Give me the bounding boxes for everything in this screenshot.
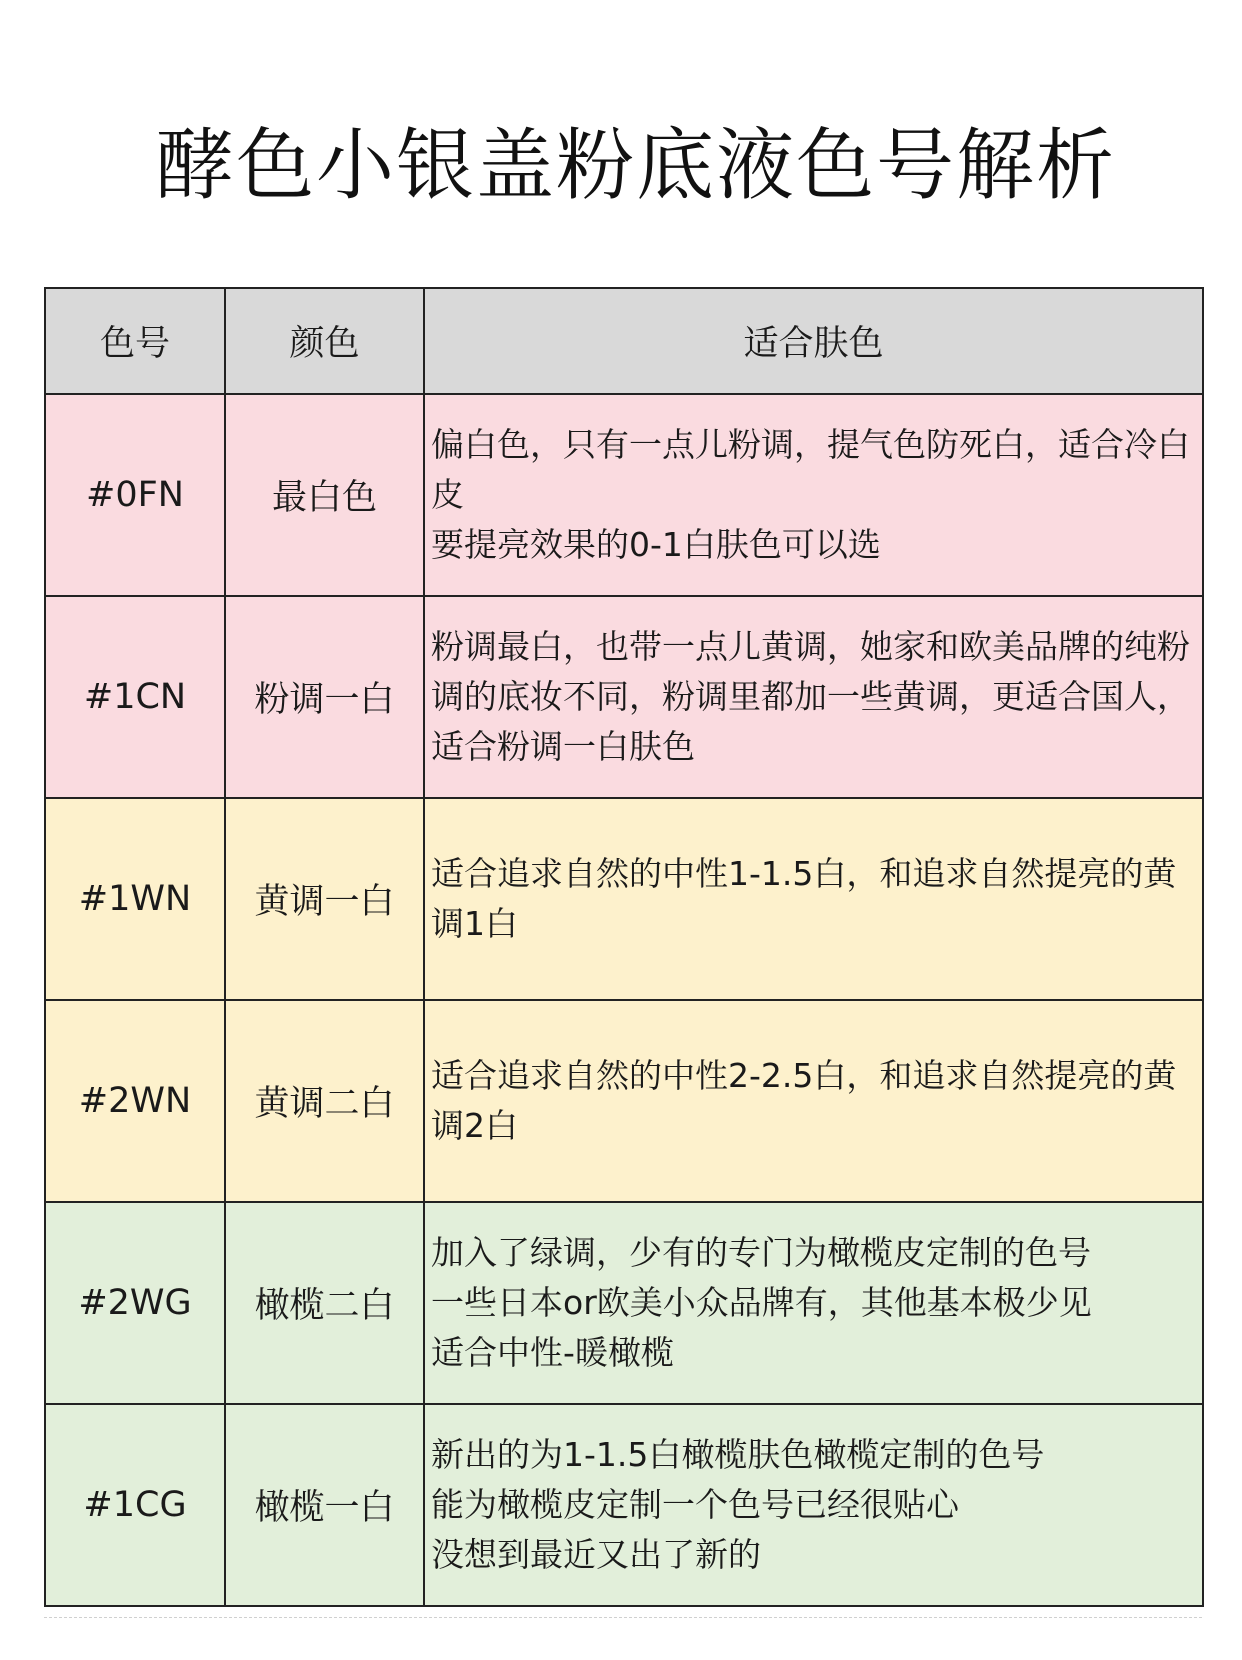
- description-line: 一些日本or欧美小众品牌有，其他基本极少见: [431, 1283, 1092, 1322]
- shade-color-cell: 橄榄二白: [225, 1202, 424, 1404]
- suitable-skin-cell: [424, 1404, 1203, 1606]
- table-row: [45, 1202, 1203, 1404]
- description-line: 粉调最白，也带一点儿黄调，她家和欧美品牌的纯粉调的底妆不同，粉调里都加一些黄调，更适合国人，适合粉调一白肤色: [431, 627, 1190, 766]
- table-header-row: [45, 288, 1203, 394]
- header-suitable-skin: 适合肤色: [424, 288, 1203, 394]
- table-row: [45, 394, 1203, 596]
- table-row: [45, 1000, 1203, 1202]
- bottom-divider: [44, 1617, 1202, 1618]
- shade-color-cell: 黄调二白: [225, 1000, 424, 1202]
- shade-code-cell: #1CN: [45, 596, 225, 798]
- description-line: 适合追求自然的中性2-2.5白，和追求自然提亮的黄调2白: [431, 1056, 1177, 1145]
- suitable-skin-cell: [424, 596, 1203, 798]
- shade-code-cell: #0FN: [45, 394, 225, 596]
- shade-code-cell: #1WN: [45, 798, 225, 1000]
- page-title: 酵色小银盖粉底液色号解析: [155, 121, 1116, 211]
- table-row: [45, 596, 1203, 798]
- suitable-skin-cell: [424, 394, 1203, 596]
- suitable-skin-cell: [424, 1000, 1203, 1202]
- shade-color-cell: 粉调一白: [225, 596, 424, 798]
- description-line: 偏白色，只有一点儿粉调，提气色防死白，适合冷白皮: [431, 425, 1190, 514]
- shade-code-cell: #2WG: [45, 1202, 225, 1404]
- description-line: 加入了绿调，少有的专门为橄榄皮定制的色号: [431, 1233, 1091, 1272]
- description-line: 能为橄榄皮定制一个色号已经很贴心: [431, 1485, 959, 1524]
- header-color: 颜色: [225, 288, 424, 394]
- shade-color-cell: 最白色: [225, 394, 424, 596]
- description-line: 新出的为1-1.5白橄榄肤色橄榄定制的色号: [431, 1435, 1045, 1474]
- table-row: [45, 798, 1203, 1000]
- description-line: 适合中性-暖橄榄: [431, 1333, 674, 1372]
- suitable-skin-cell: [424, 1202, 1203, 1404]
- description-line: 要提亮效果的0-1白肤色可以选: [431, 525, 881, 564]
- header-shade-code: 色号: [45, 288, 225, 394]
- shade-color-cell: 橄榄一白: [225, 1404, 424, 1606]
- shade-code-cell: #2WN: [45, 1000, 225, 1202]
- shade-code-cell: #1CG: [45, 1404, 225, 1606]
- shade-table: [44, 287, 1204, 1607]
- shade-color-cell: 黄调一白: [225, 798, 424, 1000]
- suitable-skin-cell: [424, 798, 1203, 1000]
- description-line: 没想到最近又出了新的: [431, 1535, 761, 1574]
- table-body: [45, 394, 1203, 1606]
- table-row: [45, 1404, 1203, 1606]
- description-line: 适合追求自然的中性1-1.5白，和追求自然提亮的黄调1白: [431, 854, 1177, 943]
